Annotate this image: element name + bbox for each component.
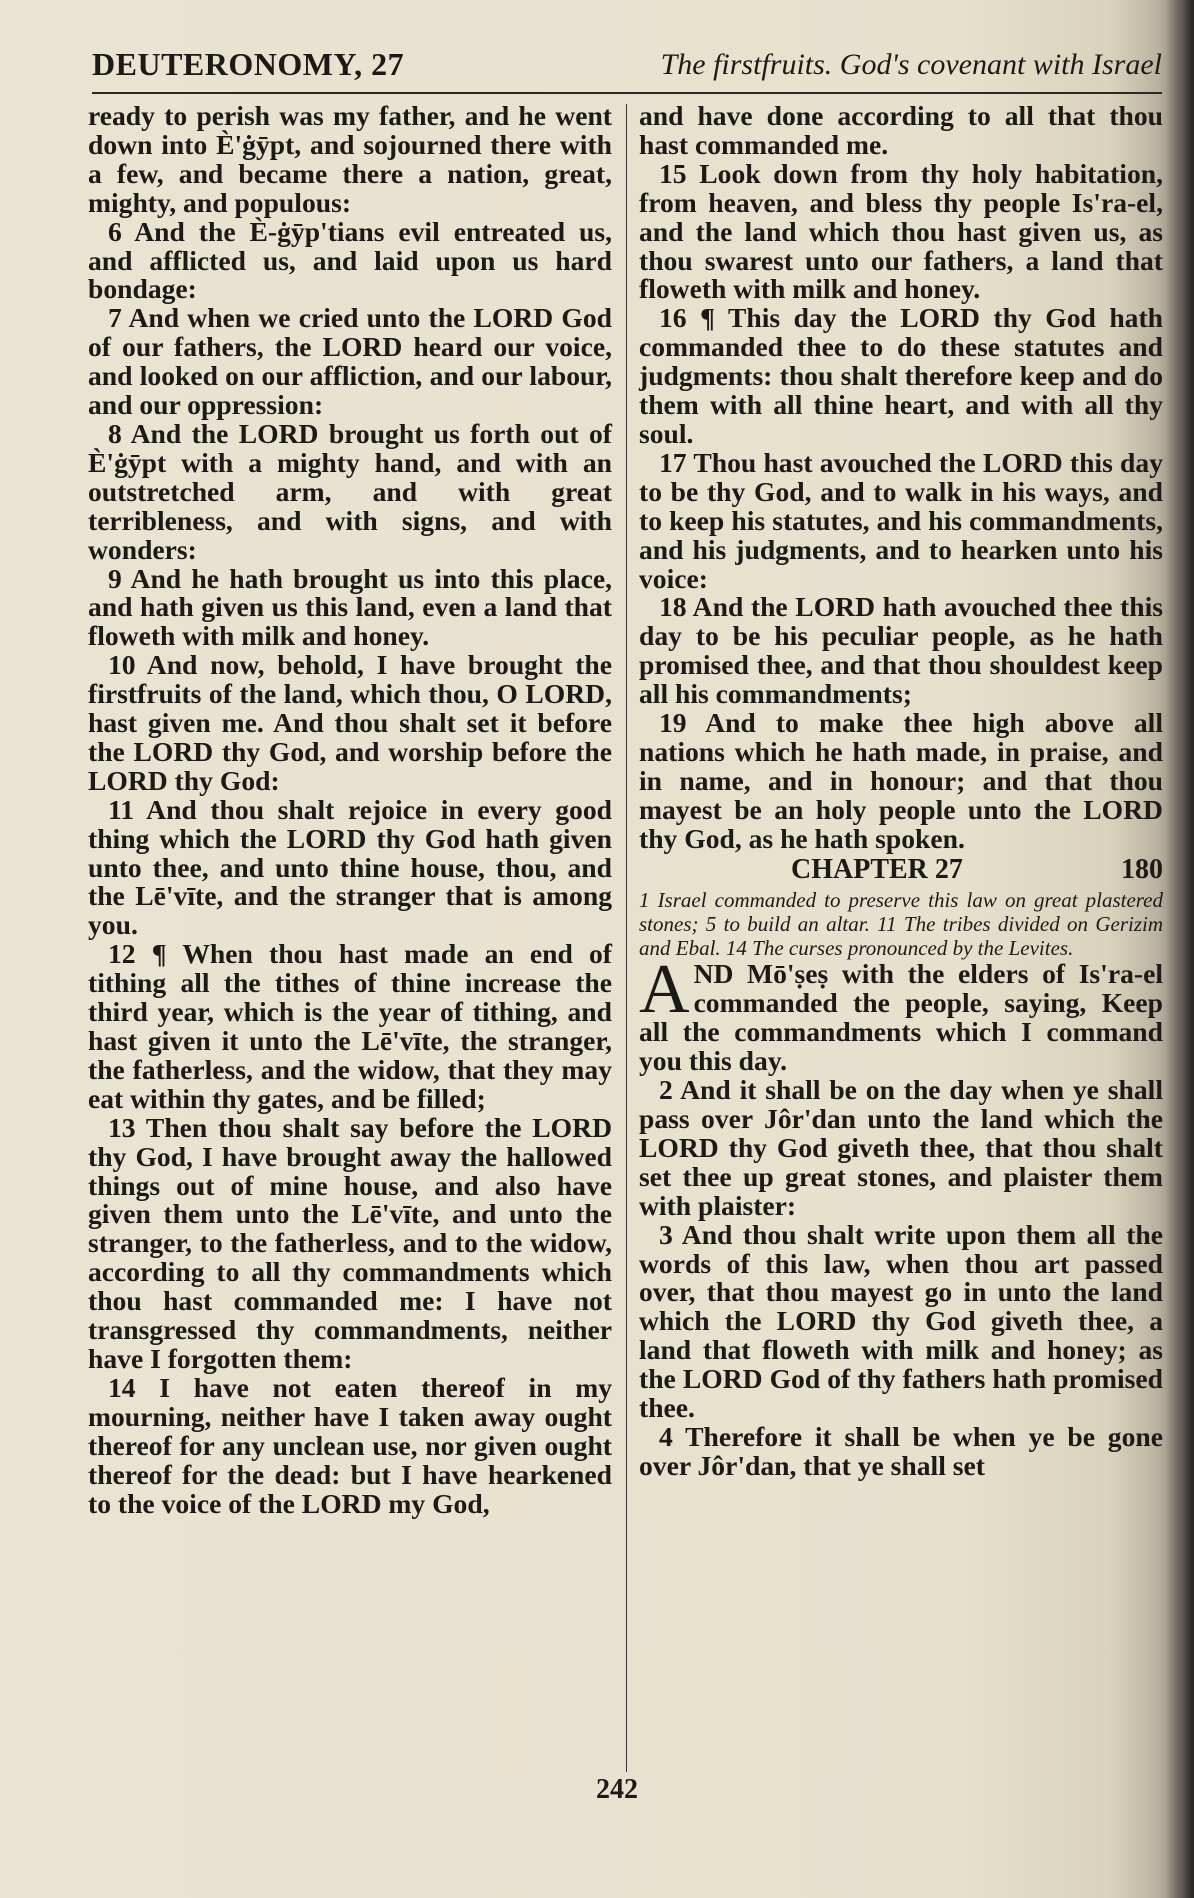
verse-text: ready to perish was my father, and he went down into È'ġȳpt, and sojourned there with a few, and became there a nation, great, mighty, and populous: [88, 100, 612, 218]
chapter-first-verse [639, 951, 1163, 1077]
verse-3: 3 And thou shalt write upon them all the words of this law, when thou art passed over, that thou mayest go in unto the land which the LORD thy God giveth thee, a land that floweth with milk and honey; as the LORD God of thy fathers hath promised thee. [639, 1218, 1163, 1424]
verse-9: 9 And he hath brought us into this place, and hath given us this land, even a land that floweth with milk and honey. [88, 562, 612, 652]
chapter-heading [639, 853, 1163, 885]
verse-6: 6 And the È-ġȳp'tians evil entreated us, and afflicted us, and laid upon us hard bondage: [88, 215, 612, 305]
right-column [639, 102, 1163, 1481]
verse-8: 8 And the LORD brought us forth out of È'ġȳpt with a mighty hand, and with an outstretched arm, and with great terribleness, and with signs, and with wonders: [88, 417, 612, 565]
verse-text: and have done according to all that thou hast commanded me. [639, 100, 1163, 160]
verse-13: 13 Then thou shalt say before the LORD thy God, I have brought away the hallowed things out of mine house, and also have given them unto the Lē'vīte, and unto the stranger, to the fatherless, and to the widow, according to all thy commandments which thou hast commanded me: I have not transgressed thy commandments, neither have I forgotten them: [88, 1111, 612, 1374]
verse-12: 12 ¶ When thou hast made an end of tithing all the tithes of thine increase the third year, which is the year of tithing, and hast given it unto the Lē'vīte, the stranger, the fatherless, and the widow, that they may eat within thy gates, and be filled; [88, 938, 612, 1114]
left-column [88, 102, 612, 1518]
column-divider [626, 104, 627, 1772]
verse-4: 4 Therefore it shall be when ye be gone over Jôr'dan, that ye shall set [639, 1420, 1163, 1481]
running-header [92, 42, 1162, 94]
verse-17: 17 Thou hast avouched the LORD this day to be thy God, and to walk in his ways, and to keep his statutes, and his commandments, and his judgments, and to hearken unto his voice: [639, 446, 1163, 594]
page-number: 242 [596, 1774, 638, 1805]
verse-7: 7 And when we cried unto the LORD God of our fathers, the LORD heard our voice, and looked on our affliction, and our labour, and our oppression: [88, 302, 612, 421]
verse-16: 16 ¶ This day the LORD thy God hath commanded thee to do these statutes and judgments: thou shalt therefore keep and do them with all thine heart, and with all thy soul. [639, 302, 1163, 449]
chapter-summary: 1 Israel commanded to preserve this law on great plastered stones; 5 to build an altar. 11 The tribes divided on Gerizim and Ebal. 14 The curses pronounced by the Levites. [639, 888, 1163, 961]
verse-2: 2 And it shall be on the day when ye shall pass over Jôr'dan unto the land which the LORD thy God giveth thee, that thou shalt set thee up great stones, and plaister them with plaister: [639, 1074, 1163, 1221]
verse-11: 11 And thou shalt rejoice in every good thing which the LORD thy God hath given unto thee, and unto thine house, thou, and the Lē'vīte, and the stranger that is among you. [88, 793, 612, 941]
verse-10: 10 And now, behold, I have brought the firstfruits of the land, which thou, O LORD, hast given me. And thou shalt set it before the LORD thy God, and worship before the LORD thy God: [88, 649, 612, 796]
section-topic-heading: The firstfruits. God's covenant with Israel [660, 48, 1162, 81]
chapter-title: CHAPTER 27 [791, 853, 963, 885]
verse-18: 18 And the LORD hath avouched thee this day to be his peculiar people, as he hath promised thee, and that thou shouldest keep all his commandments; [639, 591, 1163, 710]
drop-cap: A [639, 951, 690, 1029]
verse-14: 14 I have not eaten thereof in my mourning, neither have I taken away ought thereof for any unclean use, nor given ought thereof for the dead: but I have hearkened to the voice of the LORD my God, [88, 1371, 612, 1519]
verse-19: 19 And to make thee high above all nations which he hath made, in praise, and in name, and in honour; and that thou mayest be an holy people unto the LORD thy God, as he hath spoken. [639, 707, 1163, 854]
chapter-number: 180 [1121, 853, 1163, 885]
page-edge-shadow [1166, 0, 1194, 1898]
verse-15: 15 Look down from thy holy habitation, from heaven, and bless thy people Is'ra-el, and the land which thou hast given us, as thou swarest unto our fathers, a land that floweth with milk and honey. [639, 157, 1163, 305]
first-verse-text: ND Mō'ṣeṣ with the elders of Is'ra-el commanded the people, saying, Keep all the commandments which I command you this day. [639, 958, 1163, 1077]
book-chapter-heading: DEUTERONOMY, 27 [92, 46, 405, 82]
